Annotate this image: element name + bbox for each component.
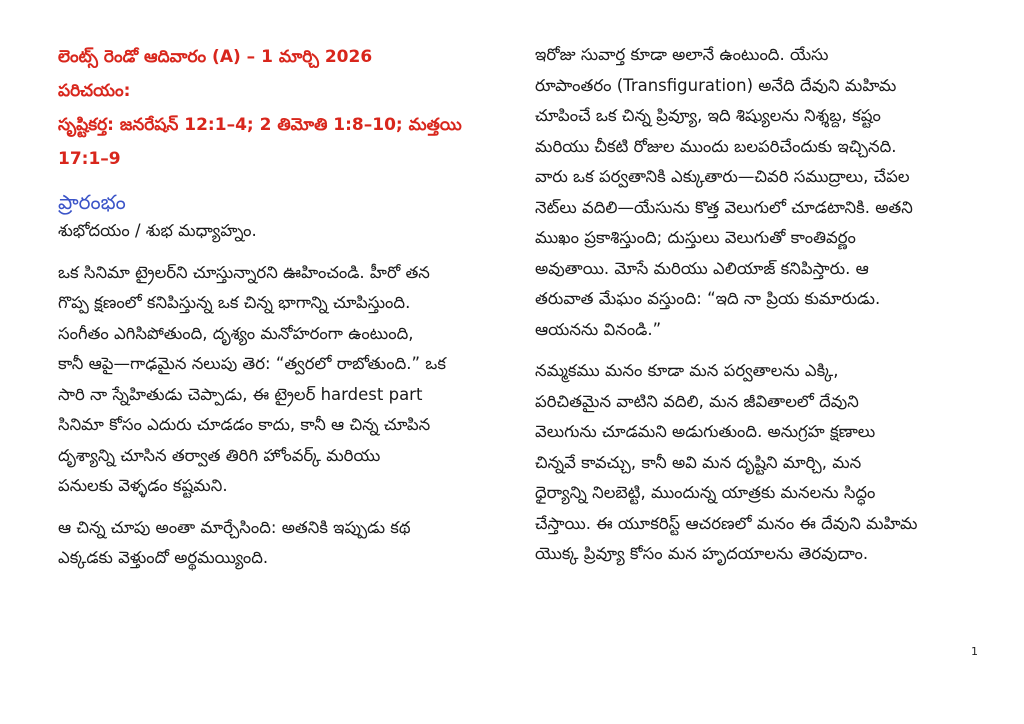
paragraph-line: తరువాత మేఘం వస్తుంది: “ఇది నా ప్రియ కుమారుడు. xyxy=(535,289,881,308)
paragraph xyxy=(535,356,975,570)
readings-line-2: 17:1–9 xyxy=(58,149,121,169)
paragraph-line: గొప్ప క్షణంలో కనిపిస్తున్న ఒక చిన్న భాగాన్ని చూపిస్తుంది. xyxy=(58,293,411,312)
right-column xyxy=(535,36,975,570)
paragraph-line: ముఖం ప్రకాశిస్తుంది; దుస్తులు వెలుగుతో కాంతివర్ణం xyxy=(535,228,856,247)
paragraph-line: పనులకు వెళ్ళడం కష్టమని. xyxy=(58,476,228,495)
paragraph-line: మరియు చీకటి రోజుల ముందు బలపరిచేందుకు ఇచ్చినది. xyxy=(535,136,897,156)
paragraph-line: చిన్నవే కావచ్చు, కానీ అవి మన దృష్టిని మార్చి, మన xyxy=(535,452,862,472)
paragraph-line: నమ్మకము మనం కూడా మన పర్వతాలను ఎక్కి, xyxy=(535,361,839,380)
paragraph-line: పరిచితమైన వాటిని వదిలి, మన జీవితాలలో దేవుని xyxy=(535,391,859,411)
document-subtitle: పరిచయం: xyxy=(58,81,131,101)
left-column xyxy=(58,36,498,574)
paragraph-line: అవుతాయి. మోసే మరియు ఎలియాజ్ కనిపిస్తారు. ఆ xyxy=(535,258,869,278)
paragraph-line: యొక్క ప్రివ్యూ కోసం మన హృదయాలను తెరవుదాం. xyxy=(535,544,869,563)
page-number: 1 xyxy=(971,645,978,658)
paragraph-line: ఎక్కడకు వెళ్తుందో అర్థమయ్యింది. xyxy=(58,548,269,567)
paragraph-line: చూపించే ఒక చిన్న ప్రివ్యూ, ఇది శిష్యులను నిశ్శబ్ద, కష్టం xyxy=(535,106,881,125)
paragraph-line: నెట్‌లు వదిలి—యేసును కొత్త వెలుగులో చూడటానికి. అతని xyxy=(535,197,913,217)
document-title: లెంట్స్ రెండో ఆదివారం (A) – 1 మార్చి 2026 xyxy=(58,47,373,67)
paragraph-line: కానీ ఆపై—గాఢమైన నలుపు తెర: “త్వరలో రాబోతుంది.” ఒక xyxy=(58,354,446,373)
paragraph-line: రూపాంతరం (Transfiguration) అనేది దేవుని మహిమ xyxy=(535,75,897,95)
paragraph-line: ఆ చిన్న చూపు అంతా మార్చేసింది: అతనికి ఇప్పుడు కథ xyxy=(58,517,411,537)
readings-line-1: సృష్టికర్త: జనరేషన్ 12:1–4; 2 తిమోతి 1:8–10; మత్తయి xyxy=(58,115,462,135)
paragraph-line: చేస్తాయి. ఈ యూకరిస్ట్ ఆచరణలో మనం ఈ దేవుని మహిమ xyxy=(535,513,918,533)
paragraph xyxy=(58,513,498,574)
paragraph-line: వారు ఒక పర్వతానికి ఎక్కుతారు—చివరి సముద్రాలు, చేపల xyxy=(535,167,910,186)
paragraph-line: సంగీతం ఎగిసిపోతుంది, దృశ్యం మనోహరంగా ఉంటుంది, xyxy=(58,323,414,343)
section-heading: ప్రారంభం xyxy=(58,190,126,214)
paragraph-line: వెలుగును చూడమని అడుగుతుంది. అనుగ్రహ క్షణాలు xyxy=(535,422,876,441)
paragraph-line: సినిమా కోసం ఎదురు చూడడం కాదు, కానీ ఆ చిన్న చూపిన xyxy=(58,415,431,434)
paragraph-line: దృశ్యాన్ని చూసిన తర్వాత తిరిగి హోంవర్క్ మరియు xyxy=(58,445,381,465)
paragraph xyxy=(535,40,975,345)
paragraph-line: ఒక సినిమా ట్రైలర్‌ని చూస్తున్నారని ఊహించండి. హీరో తన xyxy=(58,262,430,282)
paragraph-line: ఇరోజు సువార్త కూడా అలానే ఉంటుంది. యేసు xyxy=(535,45,829,64)
greeting-text: శుభోదయం / శుభ మధ్యాహ్నం. xyxy=(58,221,257,240)
paragraph xyxy=(58,258,498,502)
paragraph-line: ఆయనను వినండి.” xyxy=(535,319,662,339)
paragraph-line: ధైర్యాన్ని నిలబెట్టి, ముందున్న యాత్రకు మనలను సిద్ధం xyxy=(535,483,876,502)
paragraph-line: సారి నా స్నేహితుడు చెప్పాడు, ఈ ట్రైలర్ hardest part xyxy=(58,384,423,404)
